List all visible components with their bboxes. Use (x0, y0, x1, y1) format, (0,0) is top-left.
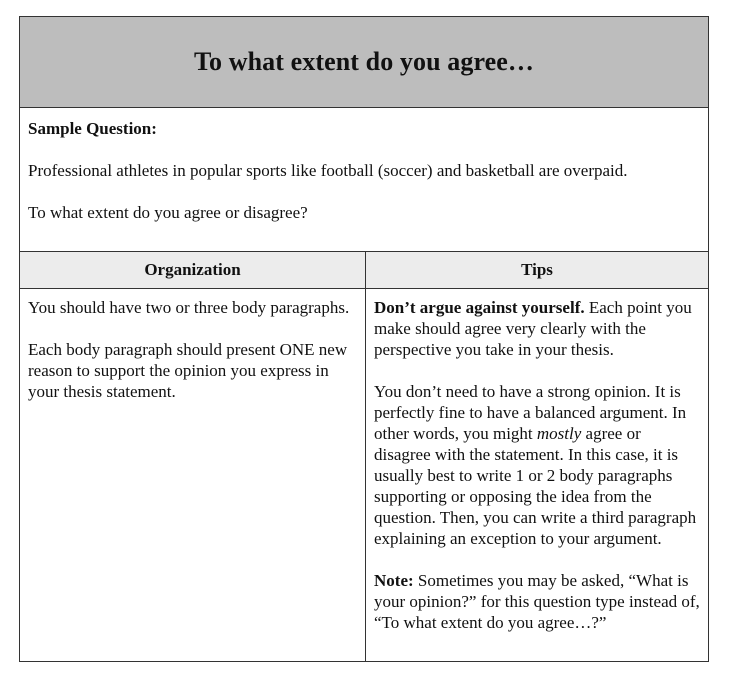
tip-2 (374, 381, 700, 549)
organization-header: Organization (20, 252, 366, 288)
content-row (20, 289, 708, 661)
tip-3-text: Sometimes you may be asked, “What is your opinion?” for this question type instead of, “To what extent do you agree…?” (374, 571, 700, 632)
tip-1-heading: Don’t argue against yourself. (374, 298, 585, 317)
tip-1 (374, 297, 700, 360)
page-title: To what extent do you agree… (193, 47, 535, 76)
organization-cell (20, 289, 366, 661)
sample-question-block (20, 108, 708, 252)
column-header-row (20, 252, 708, 289)
tip-2-italic: mostly (536, 424, 582, 443)
title-bar (20, 17, 708, 108)
info-table (19, 16, 709, 662)
tip-2-text-end: agree or disagree with the statement. In this case, it is usually best to write 1 or 2 body paragraphs supporting or opposing the idea from the question. Then, you can write a third paragraph explaining an exception to your argument. (374, 424, 697, 548)
organization-para-2: Each body paragraph should present ONE new reason to support the opinion you express in your thesis statement. (28, 340, 348, 401)
tips-cell (366, 289, 708, 661)
tip-2-text-start: You don’t need to have a strong opinion. It is perfectly fine to have a balanced argument. In other words, you might (374, 382, 687, 443)
tips-header: Tips (521, 260, 553, 279)
sample-question-label: Sample Question: (28, 119, 157, 138)
question-prompt: To what extent do you agree or disagree? (28, 203, 308, 222)
tip-3 (374, 570, 700, 633)
organization-para-1: You should have two or three body paragraphs. (28, 298, 350, 317)
question-statement: Professional athletes in popular sports like football (soccer) and basketball are overpaid. (28, 161, 628, 180)
tip-3-heading: Note: (374, 571, 414, 590)
tip-1-text: Each point you make should agree very clearly with the perspective you take in your thesis. (374, 298, 692, 359)
